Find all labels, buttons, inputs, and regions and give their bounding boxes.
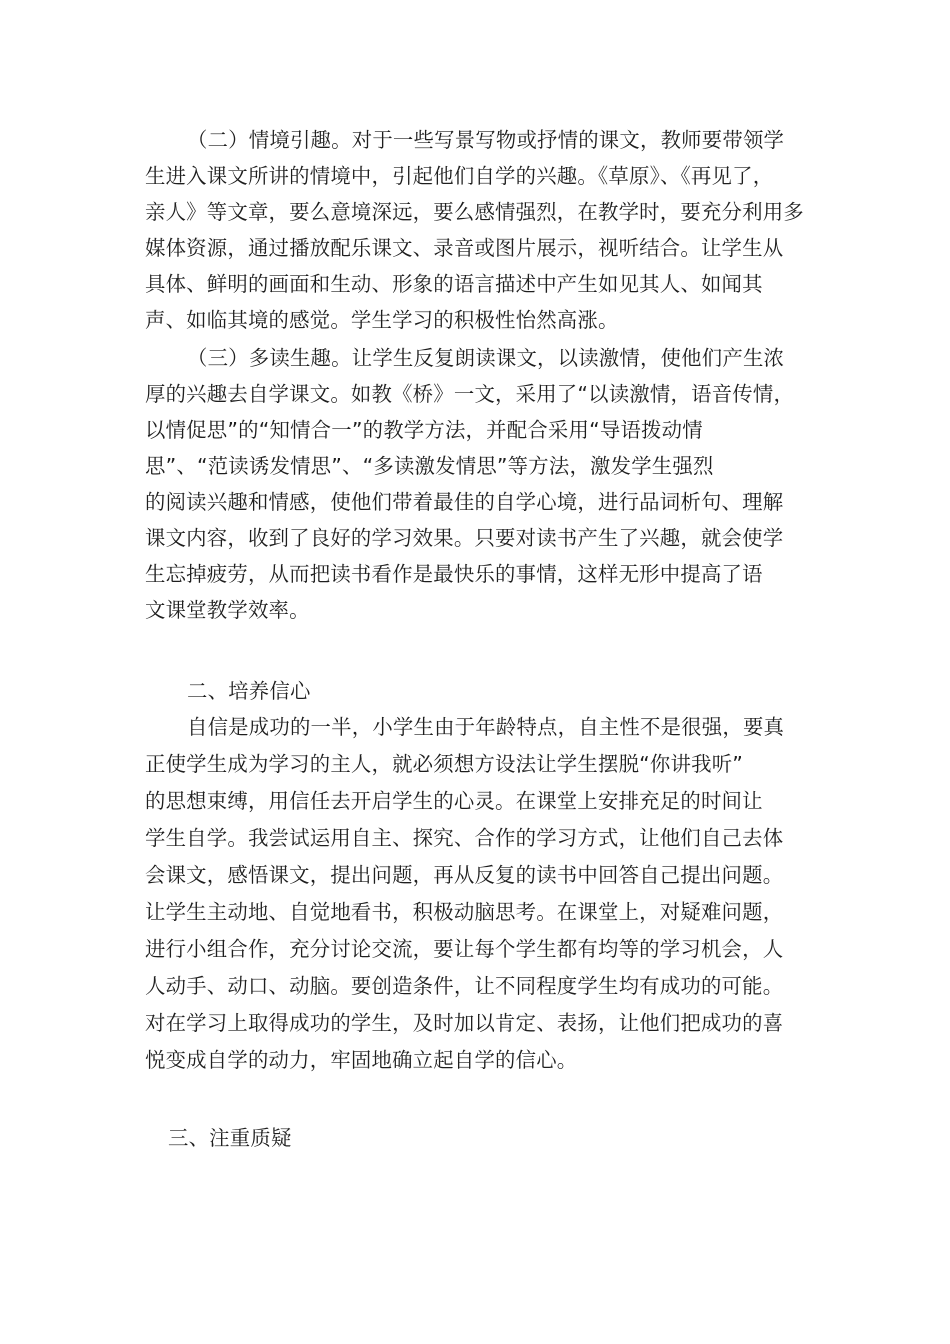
paragraph-line: 思”、“范读诱发情思”、“多读激发情思”等方法，激发学生强烈 — [145, 454, 714, 478]
paragraph-line: 声、如临其境的感觉。学生学习的积极性怡然高涨。 — [145, 308, 619, 332]
paragraph-line: 让学生主动地、自觉地看书，积极动脑思考。在课堂上，对疑难问题， — [145, 900, 784, 924]
paragraph-line: 学生自学。我尝试运用自主、探究、合作的学习方式，让他们自己去体 — [145, 826, 784, 850]
paragraph-line: 生进入课文所讲的情境中，引起他们自学的兴趣。《草原》、《再见了， — [145, 164, 774, 188]
section-heading: 二、培养信心 — [187, 679, 311, 703]
paragraph-line: 亲人》等文章，要么意境深远，要么感情强烈，在教学时，要充分利用多 — [145, 200, 804, 224]
paragraph-line: （二）情境引趣。对于一些写景写物或抒情的课文，教师要带领学 — [187, 128, 785, 152]
paragraph-line: 厚的兴趣去自学课文。如教《桥》一文，采用了“以读激情，语音传情， — [145, 382, 795, 406]
paragraph-line: 的阅读兴趣和情感，使他们带着最佳的自学心境，进行品词析句、理解 — [145, 490, 784, 514]
paragraph-line: 悦变成自学的动力，牢固地确立起自学的信心。 — [145, 1048, 578, 1072]
paragraph-line: （三）多读生趣。让学生反复朗读课文，以读激情，使他们产生浓 — [187, 346, 785, 370]
paragraph-line: 正使学生成为学习的主人，就必须想方设法让学生摆脱“你讲我听” — [145, 752, 744, 776]
paragraph-line: 生忘掉疲劳，从而把读书看作是最快乐的事情，这样无形中提高了语 — [145, 562, 763, 586]
section-heading: 三、注重质疑 — [168, 1126, 292, 1150]
paragraph-line: 会课文，感悟课文，提出问题，再从反复的读书中回答自己提出问题。 — [145, 863, 784, 887]
paragraph-line: 文课堂教学效率。 — [145, 598, 310, 622]
paragraph-line: 媒体资源，通过播放配乐课文、录音或图片展示，视听结合。让学生从 — [145, 236, 784, 260]
paragraph-line: 具体、鲜明的画面和生动、形象的语言描述中产生如见其人、如闻其 — [145, 272, 763, 296]
paragraph-line: 自信是成功的一半，小学生由于年龄特点，自主性不是很强，要真 — [187, 715, 785, 739]
paragraph-line: 对在学习上取得成功的学生，及时加以肯定、表扬，让他们把成功的喜 — [145, 1011, 784, 1035]
paragraph-line: 的思想束缚，用信任去开启学生的心灵。在课堂上安排充足的时间让 — [145, 789, 763, 813]
paragraph-line: 进行小组合作，充分讨论交流，要让每个学生都有均等的学习机会，人 — [145, 937, 784, 961]
paragraph-line: 课文内容，收到了良好的学习效果。只要对读书产生了兴趣，就会使学 — [145, 526, 784, 550]
paragraph-line: 人动手、动口、动脑。要创造条件，让不同程度学生均有成功的可能。 — [145, 974, 784, 998]
paragraph-line: 以情促思”的“知情合一”的教学方法，并配合采用“导语拨动情 — [145, 418, 703, 442]
